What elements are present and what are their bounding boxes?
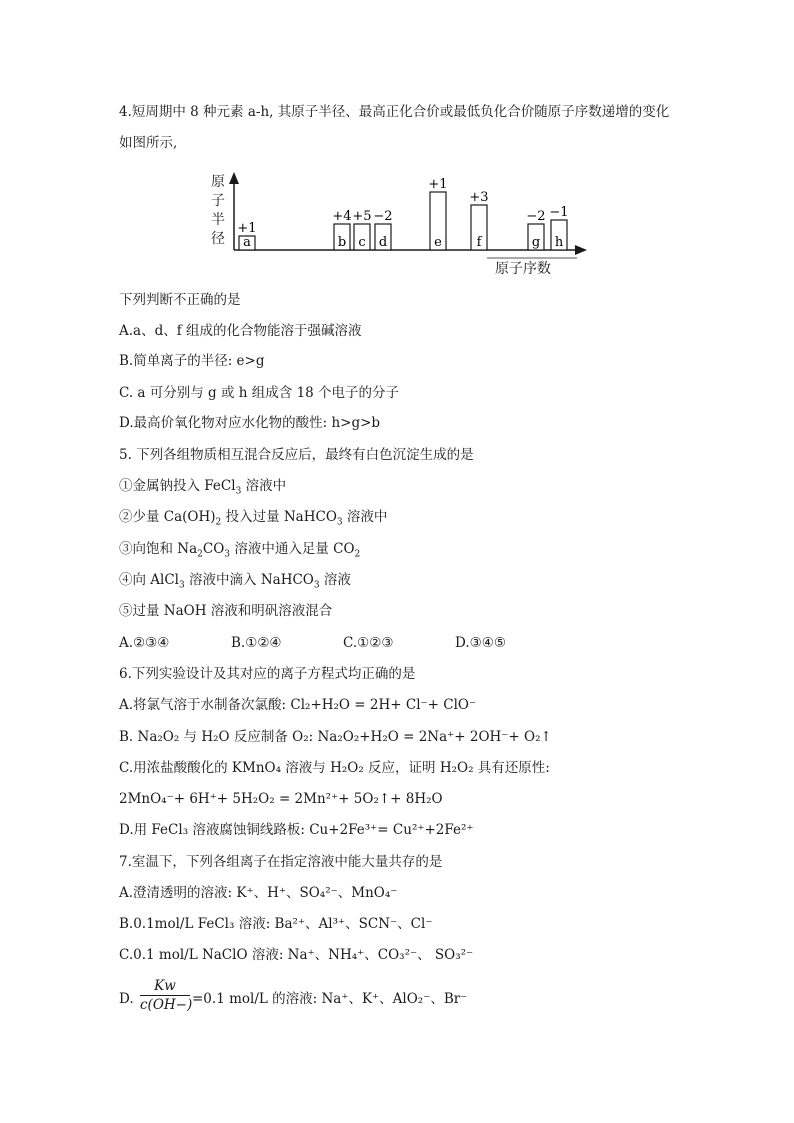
q5-choice-b: B.①②④	[231, 635, 282, 651]
bar-label-f: f	[476, 235, 482, 250]
y-axis-arrow	[229, 172, 239, 184]
q5-item-3: ③向饱和 $Na_2CO_3$ 溶液中通入足量 $CO_2$	[119, 541, 361, 560]
y-axis-label	[211, 174, 225, 247]
q4-option-c: C. a 可分别与 g 或 h 组成含 18 个电子的分子	[119, 385, 400, 401]
bar-label-e: e	[434, 235, 442, 250]
bar-label-g: g	[531, 235, 541, 250]
q6-option-b: B. Na₂O₂ 与 H₂O 反应制备 O₂: Na₂O₂+H₂O = 2Na⁺+ 2OH⁻+ O₂↑	[119, 729, 552, 745]
q6-option-c: C.用浓盐酸酸化的 KMnO₄ 溶液与 H₂O₂ 反应，证明 H₂O₂ 具有还原性:	[119, 760, 550, 776]
q6-option-a: A.将氯气溶于水制备次氯酸: Cl₂+H₂O = 2H+ Cl⁻+ ClO⁻	[119, 697, 477, 713]
q4-option-b: B.简单离子的半径: e>g	[119, 353, 265, 369]
q4-option-d: D.最高价氧化物对应水化物的酸性: h>g>b	[119, 415, 381, 431]
y-axis-label-char: 径	[211, 231, 225, 247]
y-axis-label-char: 半	[211, 212, 225, 228]
q5-item-1: ①金属钠投入 FeCl$_3$ 溶液中	[119, 478, 287, 497]
valence-label-h: −1	[549, 205, 569, 220]
x-axis-label: 原子序数	[495, 261, 551, 277]
valence-label-f: +3	[469, 190, 489, 205]
q5-choice-a: A.②③④	[119, 635, 170, 651]
q4-option-a: A.a、d、f 组成的化合物能溶于强碱溶液	[119, 323, 362, 339]
valence-label-c: +5	[352, 209, 372, 224]
bar-label-d: d	[378, 235, 388, 250]
bar-label-a: a	[243, 235, 251, 250]
y-axis-label-char: 原	[211, 174, 225, 190]
q7-option-d-text: =0.1 mol/L 的溶液: Na⁺、K⁺、AlO₂⁻、Br⁻	[192, 991, 468, 1007]
q5-item-5: ⑤过量 NaOH 溶液和明矾溶液混合	[119, 603, 333, 619]
fraction-numerator: Kw	[140, 978, 190, 996]
atomic-radius-chart	[205, 170, 595, 278]
q7-option-b: B.0.1mol/L FeCl₃ 溶液: Ba²⁺、Al³⁺、SCN⁻、Cl⁻	[119, 916, 433, 932]
q6-option-c-equation: 2MnO₄⁻+ 6H⁺+ 5H₂O₂ = 2Mn²⁺+ 5O₂↑+ 8H₂O	[119, 791, 443, 807]
q5-item-2: ②少量 $Ca(OH)_2$ 投入过量 NaHCO$_3$ 溶液中	[119, 509, 388, 528]
q7-option-a: A.澄清透明的溶液: K⁺、H⁺、SO₄²⁻、MnO₄⁻	[119, 885, 398, 901]
q7-option-c: C.0.1 mol/L NaClO 溶液: Na⁺、NH₄⁺、CO₃²⁻、 SO₃²⁻	[119, 947, 474, 963]
q6-stem: 6.下列实验设计及其对应的离子方程式均正确的是	[119, 666, 416, 682]
bar-label-b: b	[337, 235, 347, 250]
q4-stem-line2: 如图所示,	[119, 135, 178, 151]
q6-option-d: D.用 FeCl₃ 溶液腐蚀铜线路板: Cu+2Fe³⁺= Cu²⁺+2Fe²⁺	[119, 822, 474, 838]
bar-label-c: c	[358, 235, 366, 250]
valence-label-d: −2	[373, 209, 393, 224]
kw-fraction	[140, 978, 193, 1013]
q4-stem-line1: 4.短周期中 8 种元素 a-h, 其原子半径、最高正化合价或最低负化合价随原子序数递增的变化	[119, 104, 670, 120]
q5-stem: 5. 下列各组物质相互混合反应后，最终有白色沉淀生成的是	[119, 447, 474, 463]
x-axis-arrow	[575, 245, 587, 255]
fraction-denominator: c(OH−)	[140, 997, 193, 1013]
valence-label-b: +4	[332, 209, 352, 224]
q5-choice-d: D.③④⑤	[455, 635, 506, 651]
q5-item-4: ④向 AlCl$_3$ 溶液中滴入 NaHCO$_3$ 溶液	[119, 572, 351, 591]
q5-choice-c: C.①②③	[343, 635, 394, 651]
bar-label-h: h	[554, 235, 564, 250]
valence-label-a: +1	[237, 221, 257, 236]
q7-option-d-label: D.	[119, 991, 134, 1007]
y-axis-label-char: 子	[211, 193, 225, 209]
valence-label-g: −2	[526, 209, 546, 224]
q7-stem: 7.室温下，下列各组离子在指定溶液中能大量共存的是	[119, 854, 443, 870]
valence-label-e: +1	[428, 177, 448, 192]
q4-question: 下列判断不正确的是	[119, 292, 241, 308]
